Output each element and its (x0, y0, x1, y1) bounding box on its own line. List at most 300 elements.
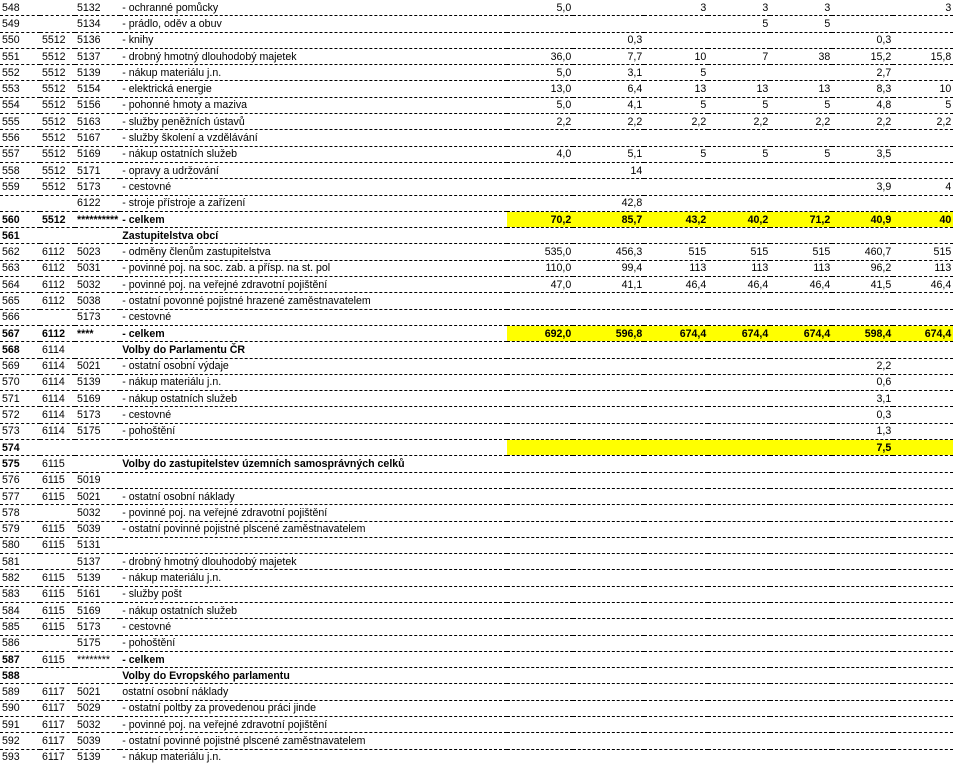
value-col-6-cell[interactable] (832, 342, 893, 358)
value-col-7-cell[interactable]: 4 (893, 179, 953, 195)
value-col-5-cell[interactable] (770, 651, 832, 667)
item-code-cell[interactable] (75, 456, 120, 472)
value-col-7-cell[interactable] (893, 440, 953, 456)
value-col-5-cell[interactable] (770, 668, 832, 684)
value-col-5-cell[interactable] (770, 342, 832, 358)
paragraph-code-cell[interactable]: 6114 (40, 407, 75, 423)
paragraph-code-cell[interactable]: 6117 (40, 717, 75, 733)
value-col-3-cell[interactable]: 3 (644, 0, 708, 16)
row-number-cell[interactable]: 574 (0, 440, 40, 456)
value-col-7-cell[interactable] (893, 733, 953, 749)
paragraph-code-cell[interactable] (40, 16, 75, 32)
item-code-cell[interactable]: 5161 (75, 586, 120, 602)
value-col-4-cell[interactable]: 674,4 (708, 325, 770, 341)
value-col-4-cell[interactable] (708, 391, 770, 407)
value-col-2-cell[interactable]: 3,1 (573, 65, 644, 81)
value-col-6-cell[interactable] (832, 195, 893, 211)
value-col-3-cell[interactable] (644, 228, 708, 244)
value-col-6-cell[interactable] (832, 717, 893, 733)
value-col-7-cell[interactable]: 515 (893, 244, 953, 260)
value-col-7-cell[interactable] (893, 374, 953, 390)
row-number-cell[interactable]: 588 (0, 668, 40, 684)
value-col-2-cell[interactable] (573, 391, 644, 407)
value-col-2-cell[interactable] (573, 358, 644, 374)
value-col-2-cell[interactable]: 596,8 (573, 325, 644, 341)
value-col-6-cell[interactable] (832, 521, 893, 537)
value-col-3-cell[interactable] (644, 635, 708, 651)
value-col-1-cell[interactable] (507, 391, 573, 407)
paragraph-code-cell[interactable]: 6114 (40, 423, 75, 439)
value-col-4-cell[interactable]: 13 (708, 81, 770, 97)
value-col-3-cell[interactable] (644, 700, 708, 716)
value-col-5-cell[interactable] (770, 456, 832, 472)
value-col-3-cell[interactable] (644, 717, 708, 733)
description-cell[interactable]: - nákup materiálu j.n. (120, 374, 507, 390)
paragraph-code-cell[interactable]: 5512 (40, 179, 75, 195)
paragraph-code-cell[interactable] (40, 554, 75, 570)
value-col-5-cell[interactable] (770, 570, 832, 586)
value-col-5-cell[interactable] (770, 733, 832, 749)
value-col-6-cell[interactable]: 15,2 (832, 48, 893, 64)
value-col-3-cell[interactable] (644, 537, 708, 553)
value-col-6-cell[interactable]: 7,5 (832, 440, 893, 456)
value-col-2-cell[interactable]: 42,8 (573, 195, 644, 211)
description-cell[interactable]: - odměny členům zastupitelstva (120, 244, 507, 260)
value-col-7-cell[interactable]: 3 (893, 0, 953, 16)
value-col-2-cell[interactable] (573, 407, 644, 423)
value-col-7-cell[interactable] (893, 309, 953, 325)
value-col-5-cell[interactable] (770, 32, 832, 48)
value-col-6-cell[interactable]: 3,1 (832, 391, 893, 407)
value-col-7-cell[interactable] (893, 195, 953, 211)
value-col-5-cell[interactable]: 674,4 (770, 325, 832, 341)
paragraph-code-cell[interactable]: 6115 (40, 537, 75, 553)
paragraph-code-cell[interactable]: 5512 (40, 146, 75, 162)
value-col-5-cell[interactable] (770, 472, 832, 488)
value-col-4-cell[interactable] (708, 586, 770, 602)
value-col-5-cell[interactable] (770, 749, 832, 765)
value-col-2-cell[interactable] (573, 684, 644, 700)
value-col-1-cell[interactable] (507, 684, 573, 700)
value-col-6-cell[interactable]: 2,2 (832, 114, 893, 130)
paragraph-code-cell[interactable]: 6115 (40, 521, 75, 537)
value-col-7-cell[interactable]: 674,4 (893, 325, 953, 341)
value-col-6-cell[interactable] (832, 651, 893, 667)
value-col-7-cell[interactable]: 15,8 (893, 48, 953, 64)
value-col-1-cell[interactable] (507, 342, 573, 358)
value-col-4-cell[interactable] (708, 358, 770, 374)
item-code-cell[interactable]: 5175 (75, 635, 120, 651)
item-code-cell[interactable]: 5136 (75, 32, 120, 48)
value-col-3-cell[interactable] (644, 602, 708, 618)
paragraph-code-cell[interactable]: 5512 (40, 81, 75, 97)
value-col-7-cell[interactable] (893, 488, 953, 504)
value-col-6-cell[interactable]: 0,3 (832, 32, 893, 48)
value-col-1-cell[interactable]: 535,0 (507, 244, 573, 260)
value-col-2-cell[interactable] (573, 342, 644, 358)
value-col-2-cell[interactable] (573, 635, 644, 651)
value-col-5-cell[interactable]: 71,2 (770, 211, 832, 227)
value-col-1-cell[interactable] (507, 749, 573, 765)
value-col-4-cell[interactable] (708, 472, 770, 488)
value-col-4-cell[interactable] (708, 749, 770, 765)
value-col-2-cell[interactable] (573, 0, 644, 16)
value-col-1-cell[interactable] (507, 162, 573, 178)
item-code-cell[interactable]: 5021 (75, 684, 120, 700)
value-col-5-cell[interactable]: 5 (770, 146, 832, 162)
value-col-3-cell[interactable]: 113 (644, 260, 708, 276)
value-col-6-cell[interactable] (832, 602, 893, 618)
value-col-1-cell[interactable] (507, 668, 573, 684)
value-col-3-cell[interactable] (644, 32, 708, 48)
value-col-3-cell[interactable] (644, 668, 708, 684)
value-col-6-cell[interactable] (832, 700, 893, 716)
value-col-7-cell[interactable] (893, 505, 953, 521)
value-col-3-cell[interactable] (644, 358, 708, 374)
row-number-cell[interactable]: 587 (0, 651, 40, 667)
value-col-7-cell[interactable] (893, 162, 953, 178)
value-col-6-cell[interactable]: 96,2 (832, 260, 893, 276)
value-col-7-cell[interactable] (893, 554, 953, 570)
value-col-1-cell[interactable] (507, 358, 573, 374)
paragraph-code-cell[interactable]: 6112 (40, 325, 75, 341)
paragraph-code-cell[interactable] (40, 505, 75, 521)
value-col-6-cell[interactable]: 0,6 (832, 374, 893, 390)
value-col-3-cell[interactable] (644, 749, 708, 765)
description-cell[interactable] (120, 440, 507, 456)
value-col-1-cell[interactable] (507, 635, 573, 651)
value-col-6-cell[interactable]: 0,3 (832, 407, 893, 423)
item-code-cell[interactable]: 5169 (75, 602, 120, 618)
value-col-2-cell[interactable] (573, 570, 644, 586)
value-col-5-cell[interactable] (770, 358, 832, 374)
value-col-4-cell[interactable] (708, 179, 770, 195)
paragraph-code-cell[interactable] (40, 668, 75, 684)
value-col-1-cell[interactable] (507, 554, 573, 570)
value-col-2-cell[interactable] (573, 521, 644, 537)
value-col-4-cell[interactable] (708, 162, 770, 178)
value-col-5-cell[interactable] (770, 195, 832, 211)
item-code-cell[interactable]: 5169 (75, 146, 120, 162)
paragraph-code-cell[interactable]: 6115 (40, 472, 75, 488)
row-number-cell[interactable]: 557 (0, 146, 40, 162)
value-col-4-cell[interactable]: 3 (708, 0, 770, 16)
paragraph-code-cell[interactable]: 5512 (40, 32, 75, 48)
value-col-1-cell[interactable] (507, 374, 573, 390)
row-number-cell[interactable]: 579 (0, 521, 40, 537)
value-col-1-cell[interactable]: 110,0 (507, 260, 573, 276)
value-col-2-cell[interactable]: 6,4 (573, 81, 644, 97)
description-cell[interactable]: - povinné poj. na veřejné zdravotní pojištění (120, 717, 507, 733)
row-number-cell[interactable]: 556 (0, 130, 40, 146)
paragraph-code-cell[interactable]: 6115 (40, 570, 75, 586)
value-col-5-cell[interactable] (770, 635, 832, 651)
description-cell[interactable]: - celkem (120, 325, 507, 341)
value-col-1-cell[interactable] (507, 293, 573, 309)
item-code-cell[interactable]: 5154 (75, 81, 120, 97)
value-col-4-cell[interactable] (708, 130, 770, 146)
value-col-6-cell[interactable] (832, 456, 893, 472)
row-number-cell[interactable]: 585 (0, 619, 40, 635)
value-col-1-cell[interactable] (507, 407, 573, 423)
value-col-4-cell[interactable]: 113 (708, 260, 770, 276)
row-number-cell[interactable]: 586 (0, 635, 40, 651)
description-cell[interactable]: - ostatní poltby za provedenou práci jinde (120, 700, 507, 716)
value-col-3-cell[interactable] (644, 391, 708, 407)
value-col-2-cell[interactable] (573, 537, 644, 553)
description-cell[interactable]: - pohoštění (120, 635, 507, 651)
row-number-cell[interactable]: 566 (0, 309, 40, 325)
row-number-cell[interactable]: 551 (0, 48, 40, 64)
value-col-6-cell[interactable] (832, 570, 893, 586)
value-col-4-cell[interactable] (708, 309, 770, 325)
value-col-3-cell[interactable] (644, 488, 708, 504)
value-col-3-cell[interactable]: 46,4 (644, 277, 708, 293)
description-cell[interactable]: - ochranné pomůcky (120, 0, 507, 16)
paragraph-code-cell[interactable] (40, 440, 75, 456)
item-code-cell[interactable]: 5032 (75, 505, 120, 521)
value-col-2-cell[interactable] (573, 586, 644, 602)
value-col-6-cell[interactable] (832, 293, 893, 309)
item-code-cell[interactable]: ******** (75, 651, 120, 667)
value-col-2-cell[interactable]: 14 (573, 162, 644, 178)
value-col-7-cell[interactable] (893, 570, 953, 586)
description-cell[interactable]: - pohonné hmoty a maziva (120, 97, 507, 113)
value-col-2-cell[interactable] (573, 554, 644, 570)
value-col-7-cell[interactable] (893, 146, 953, 162)
value-col-7-cell[interactable]: 10 (893, 81, 953, 97)
item-code-cell[interactable]: 5038 (75, 293, 120, 309)
value-col-3-cell[interactable]: 43,2 (644, 211, 708, 227)
description-cell[interactable]: - ostatní povonné pojistné hrazené zaměstnavatelem (120, 293, 507, 309)
value-col-3-cell[interactable] (644, 440, 708, 456)
value-col-6-cell[interactable] (832, 309, 893, 325)
value-col-1-cell[interactable] (507, 423, 573, 439)
value-col-5-cell[interactable] (770, 521, 832, 537)
value-col-5-cell[interactable] (770, 162, 832, 178)
value-col-2-cell[interactable] (573, 293, 644, 309)
description-cell[interactable]: - stroje přístroje a zařízení (120, 195, 507, 211)
row-number-cell[interactable]: 552 (0, 65, 40, 81)
value-col-5-cell[interactable] (770, 488, 832, 504)
value-col-2-cell[interactable] (573, 619, 644, 635)
description-cell[interactable]: - celkem (120, 211, 507, 227)
value-col-3-cell[interactable] (644, 374, 708, 390)
row-number-cell[interactable]: 591 (0, 717, 40, 733)
value-col-3-cell[interactable]: 10 (644, 48, 708, 64)
item-code-cell[interactable]: 5021 (75, 358, 120, 374)
item-code-cell[interactable]: 5019 (75, 472, 120, 488)
value-col-6-cell[interactable]: 2,7 (832, 65, 893, 81)
value-col-7-cell[interactable]: 40 (893, 211, 953, 227)
value-col-1-cell[interactable]: 2,2 (507, 114, 573, 130)
item-code-cell[interactable]: 5175 (75, 423, 120, 439)
value-col-1-cell[interactable]: 4,0 (507, 146, 573, 162)
value-col-7-cell[interactable] (893, 537, 953, 553)
value-col-1-cell[interactable] (507, 733, 573, 749)
row-number-cell[interactable]: 569 (0, 358, 40, 374)
value-col-6-cell[interactable] (832, 554, 893, 570)
paragraph-code-cell[interactable]: 6115 (40, 456, 75, 472)
value-col-1-cell[interactable] (507, 440, 573, 456)
paragraph-code-cell[interactable]: 6115 (40, 586, 75, 602)
description-cell[interactable]: - nákup materiálu j.n. (122, 751, 222, 764)
value-col-1-cell[interactable]: 5,0 (507, 97, 573, 113)
value-col-3-cell[interactable] (644, 16, 708, 32)
row-number-cell[interactable]: 565 (0, 293, 40, 309)
description-cell[interactable]: - nákup materiálu j.n. (120, 570, 507, 586)
value-col-3-cell[interactable] (644, 505, 708, 521)
value-col-7-cell[interactable] (893, 700, 953, 716)
paragraph-code-cell[interactable]: 5512 (40, 211, 75, 227)
value-col-7-cell[interactable]: 2,2 (893, 114, 953, 130)
value-col-7-cell[interactable] (893, 391, 953, 407)
item-code-cell[interactable]: 5139 (77, 751, 101, 764)
paragraph-code-cell[interactable]: 6115 (40, 488, 75, 504)
value-col-1-cell[interactable] (507, 586, 573, 602)
description-cell[interactable]: - povinné poj. na veřejné zdravotní pojištění (120, 505, 507, 521)
item-code-cell[interactable]: 5173 (75, 309, 120, 325)
paragraph-code-cell[interactable]: 5512 (40, 130, 75, 146)
value-col-1-cell[interactable] (507, 195, 573, 211)
value-col-6-cell[interactable]: 3,9 (832, 179, 893, 195)
row-number-cell[interactable]: 562 (0, 244, 40, 260)
value-col-1-cell[interactable] (507, 521, 573, 537)
value-col-7-cell[interactable] (893, 423, 953, 439)
value-col-1-cell[interactable] (507, 228, 573, 244)
value-col-6-cell[interactable] (832, 472, 893, 488)
paragraph-code-cell[interactable] (40, 635, 75, 651)
value-col-5-cell[interactable]: 113 (770, 260, 832, 276)
value-col-3-cell[interactable] (644, 162, 708, 178)
row-number-cell[interactable]: 589 (0, 684, 40, 700)
value-col-3-cell[interactable] (644, 407, 708, 423)
paragraph-code-cell[interactable]: 6115 (40, 619, 75, 635)
value-col-7-cell[interactable] (893, 586, 953, 602)
description-cell[interactable]: - prádlo, oděv a obuv (120, 16, 507, 32)
value-col-5-cell[interactable] (770, 505, 832, 521)
item-code-cell[interactable]: 5021 (75, 488, 120, 504)
description-cell[interactable]: - celkem (120, 651, 507, 667)
value-col-5-cell[interactable] (770, 700, 832, 716)
value-col-4-cell[interactable] (708, 505, 770, 521)
value-col-5-cell[interactable] (770, 423, 832, 439)
row-number-cell[interactable]: 576 (0, 472, 40, 488)
item-code-cell[interactable]: 5131 (75, 537, 120, 553)
value-col-3-cell[interactable] (644, 293, 708, 309)
row-number-cell[interactable]: 572 (0, 407, 40, 423)
row-number-cell[interactable]: 575 (0, 456, 40, 472)
value-col-3-cell[interactable]: 2,2 (644, 114, 708, 130)
value-col-4-cell[interactable]: 2,2 (708, 114, 770, 130)
value-col-6-cell[interactable] (832, 619, 893, 635)
value-col-7-cell[interactable] (893, 521, 953, 537)
value-col-1-cell[interactable] (507, 32, 573, 48)
description-cell[interactable]: - cestovné (120, 407, 507, 423)
value-col-5-cell[interactable]: 5 (770, 97, 832, 113)
row-number-cell[interactable]: 592 (0, 733, 40, 749)
value-col-7-cell[interactable] (893, 684, 953, 700)
value-col-2-cell[interactable]: 456,3 (573, 244, 644, 260)
value-col-2-cell[interactable] (573, 733, 644, 749)
value-col-7-cell[interactable] (893, 358, 953, 374)
description-cell[interactable]: - ostatní povinné pojistné plscené zaměstnavatelem (120, 521, 507, 537)
value-col-2-cell[interactable] (573, 228, 644, 244)
item-code-cell[interactable]: 5173 (75, 179, 120, 195)
value-col-7-cell[interactable] (893, 130, 953, 146)
value-col-1-cell[interactable] (507, 700, 573, 716)
paragraph-code-cell[interactable]: 6112 (40, 293, 75, 309)
value-col-3-cell[interactable] (644, 521, 708, 537)
value-col-6-cell[interactable] (832, 684, 893, 700)
description-cell[interactable]: - nákup materiálu j.n. (120, 65, 507, 81)
value-col-3-cell[interactable] (644, 309, 708, 325)
row-number-cell[interactable]: 593 (2, 751, 20, 764)
value-col-3-cell[interactable]: 5 (644, 97, 708, 113)
value-col-7-cell[interactable] (893, 32, 953, 48)
value-col-2-cell[interactable]: 85,7 (573, 211, 644, 227)
description-cell[interactable]: - služby pošt (120, 586, 507, 602)
description-cell[interactable]: - opravy a udržování (120, 162, 507, 178)
item-code-cell[interactable]: 5169 (75, 391, 120, 407)
value-col-5-cell[interactable] (770, 602, 832, 618)
row-number-cell[interactable]: 567 (0, 325, 40, 341)
value-col-6-cell[interactable] (832, 228, 893, 244)
value-col-2-cell[interactable]: 0,3 (573, 32, 644, 48)
value-col-4-cell[interactable]: 7 (708, 48, 770, 64)
paragraph-code-cell[interactable] (40, 195, 75, 211)
value-col-4-cell[interactable]: 5 (708, 146, 770, 162)
description-cell[interactable]: - pohoštění (120, 423, 507, 439)
item-code-cell[interactable]: **** (75, 325, 120, 341)
description-cell[interactable]: - cestovné (120, 179, 507, 195)
value-col-7-cell[interactable] (893, 668, 953, 684)
row-number-cell[interactable]: 550 (0, 32, 40, 48)
value-col-6-cell[interactable] (832, 635, 893, 651)
value-col-1-cell[interactable] (507, 472, 573, 488)
value-col-4-cell[interactable] (708, 700, 770, 716)
value-col-2-cell[interactable] (573, 488, 644, 504)
value-col-6-cell[interactable]: 598,4 (832, 325, 893, 341)
value-col-5-cell[interactable] (770, 586, 832, 602)
paragraph-code-cell[interactable]: 6117 (40, 700, 75, 716)
value-col-2-cell[interactable] (573, 651, 644, 667)
value-col-1-cell[interactable]: 692,0 (507, 325, 573, 341)
value-col-4-cell[interactable] (708, 733, 770, 749)
value-col-2-cell[interactable] (573, 179, 644, 195)
value-col-3-cell[interactable] (644, 619, 708, 635)
item-code-cell[interactable]: 5039 (75, 521, 120, 537)
description-cell[interactable]: - nákup ostatních služeb (120, 146, 507, 162)
paragraph-code-cell[interactable]: 6117 (40, 733, 75, 749)
value-col-5-cell[interactable]: 5 (770, 16, 832, 32)
paragraph-code-cell[interactable]: 5512 (40, 162, 75, 178)
value-col-3-cell[interactable] (644, 456, 708, 472)
row-number-cell[interactable]: 549 (0, 16, 40, 32)
value-col-6-cell[interactable]: 41,5 (832, 277, 893, 293)
item-code-cell[interactable] (75, 342, 120, 358)
value-col-3-cell[interactable] (644, 130, 708, 146)
row-number-cell[interactable]: 571 (0, 391, 40, 407)
value-col-7-cell[interactable] (893, 651, 953, 667)
value-col-7-cell[interactable] (893, 16, 953, 32)
description-cell[interactable]: - ostatní osobní výdaje (120, 358, 507, 374)
value-col-3-cell[interactable]: 674,4 (644, 325, 708, 341)
value-col-2-cell[interactable] (573, 440, 644, 456)
value-col-5-cell[interactable] (770, 537, 832, 553)
value-col-5-cell[interactable] (770, 717, 832, 733)
value-col-6-cell[interactable] (832, 505, 893, 521)
